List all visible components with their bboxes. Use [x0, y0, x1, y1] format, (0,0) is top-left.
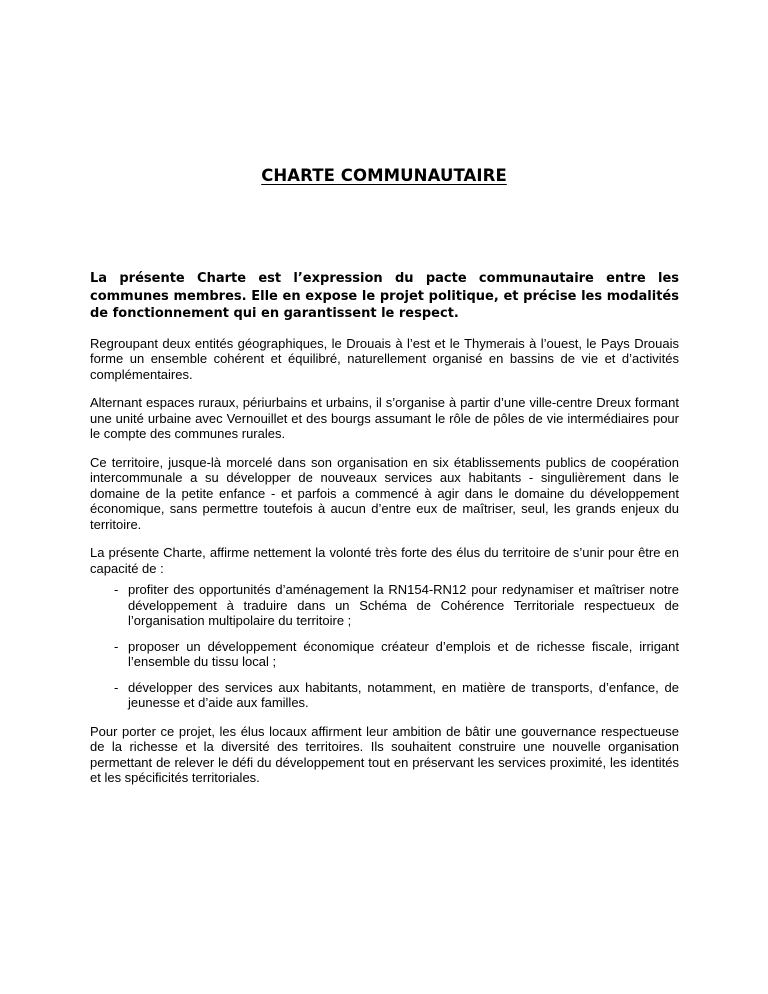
- list-item: [90, 639, 679, 670]
- bullet-dash: -: [114, 679, 119, 695]
- list-item-text: développer des services aux habitants, notamment, en matière de transports, d’enfance, de jeunesse et d’aide aux familles.: [128, 679, 679, 710]
- list-item: [90, 680, 679, 711]
- intro-paragraph: La présente Charte est l’expression du pacte communautaire entre les communes membres. Elle en expose le projet politique, et précise les modalités de fonctionnement qui en garantissent le respect.: [90, 271, 679, 321]
- paragraph-charter-will: La présente Charte, affirme nettement la volonté très forte des élus du territoire de s’unir pour être en capacité de :: [90, 545, 679, 576]
- objectives-list: [90, 582, 679, 711]
- bullet-dash: -: [114, 638, 119, 654]
- paragraph-geography: Regroupant deux entités géographiques, le Drouais à l’est et le Thymerais à l’ouest, le Pays Drouais forme un ensemble cohérent et équilibré, naturellement organisé en bassins de vie et d’activités complémentaires.: [90, 335, 679, 382]
- list-item-text: profiter des opportunités d’aménagement la RN154-RN12 pour redynamiser et maîtriser notre développement à traduire dans un Schéma de Cohérence Territoriale respectueux de l’organisation multipolaire du territoire ;: [128, 582, 679, 628]
- list-item: [90, 582, 679, 629]
- closing-paragraph: Pour porter ce projet, les élus locaux affirment leur ambition de bâtir une gouvernance respectueuse de la richesse et la diversité des territoires. Ils souhaitent construire une nouvelle organisation permettant de relever le défi du développement tout en préservant les services proximité, les identités et les spécificités territoriales.: [90, 723, 679, 785]
- paragraph-spaces: Alternant espaces ruraux, périurbains et urbains, il s’organise à partir d’une ville-centre Dreux formant une unité urbaine avec Vernouillet et des bourgs assumant le rôle de pôles de vie intermédiaires pour le compte des communes rurales.: [90, 395, 679, 441]
- document-title: CHARTE COMMUNAUTAIRE: [261, 166, 507, 185]
- bullet-dash: -: [114, 582, 119, 597]
- document-body: [90, 270, 679, 799]
- list-item-text: proposer un développement économique créateur d’emplois et de richesse fiscale, irrigant l’ensemble du tissu local ;: [128, 638, 679, 669]
- paragraph-territory: Ce territoire, jusque-là morcelé dans son organisation en six établissements publics de coopération intercommunale a su développer de nouveaux services aux habitants - singulièrement dans le domaine de la petite enfance - et parfois a commencé à agir dans le domaine du développement économique, sans permettre toutefois à aucun d’entre eux de maîtriser, seul, les grands enjeux du territoire.: [90, 454, 679, 532]
